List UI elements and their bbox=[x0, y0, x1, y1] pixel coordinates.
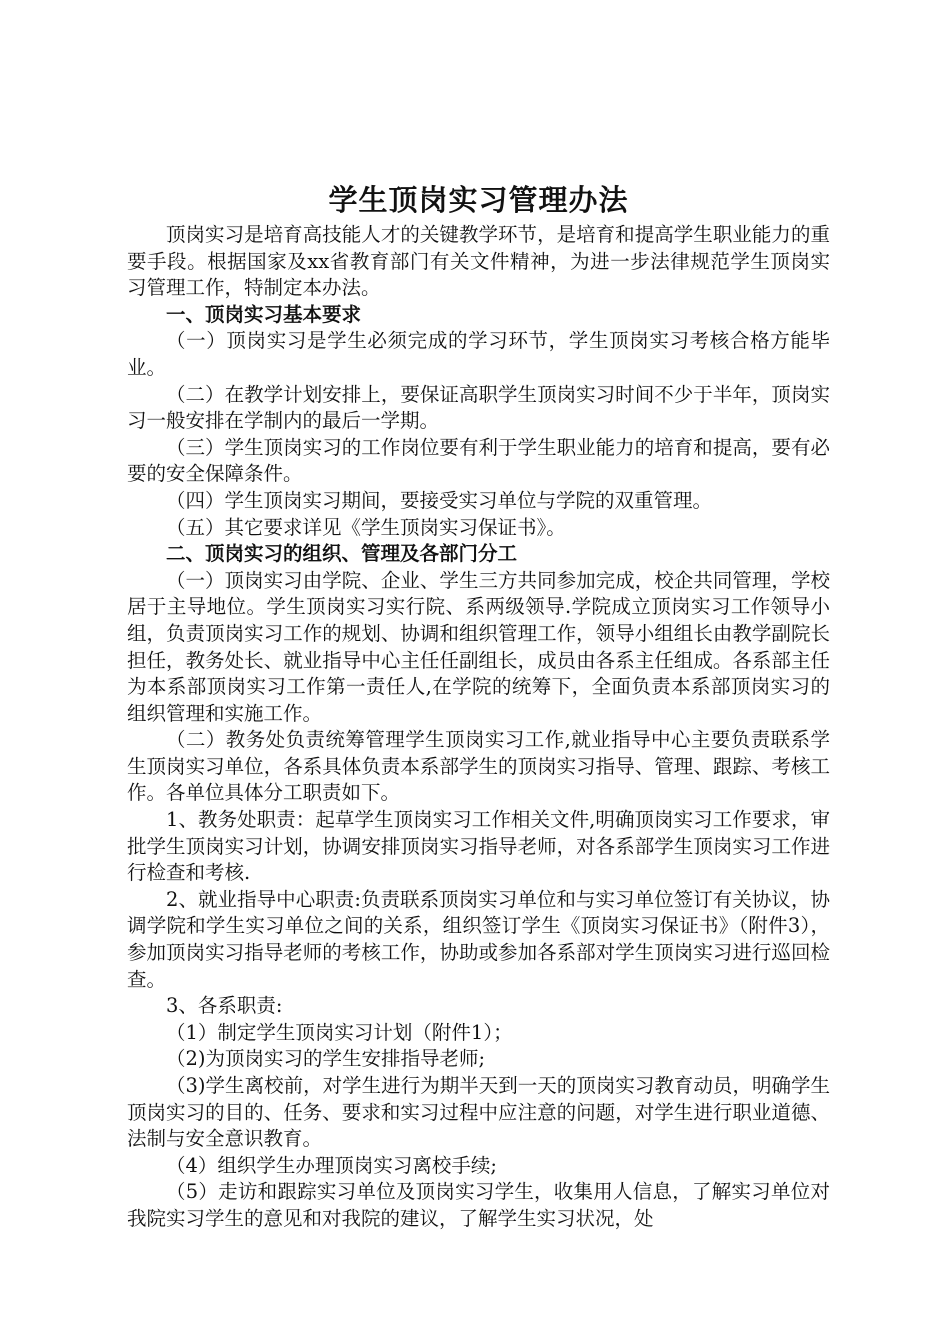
paragraph: （四）学生顶岗实习期间，要接受实习单位与学院的双重管理。 bbox=[166, 488, 713, 512]
list-item: （1）制定学生顶岗实习计划（附件1）； bbox=[166, 1020, 513, 1044]
paragraph: 2、就业指导中心职责:负责联系顶岗实习单位和与实习单位签订有关协议，协调学院和学生实习单位之间的关系，组织签订学生《顶岗实习保证书》（附件3），参加顶岗实习指导老师的考核工作，协助或参加各系部对学生顶岗实习进行巡回检查。 bbox=[127, 887, 830, 991]
paragraph: 3、各系职责: bbox=[166, 994, 283, 1018]
paragraph: （二）在教学计划安排上，要保证高职学生顶岗实习时间不少于半年，顶岗实习一般安排在学制内的最后一学期。 bbox=[127, 382, 830, 433]
document-title: 学生顶岗实习管理办法 bbox=[328, 183, 629, 217]
document-body bbox=[127, 222, 830, 1233]
intro-paragraph: 顶岗实习是培育高技能人才的关键教学环节，是培育和提高学生职业能力的重要手段。根据国家及xx省教育部门有关文件精神，为进一步法律规范学生顶岗实习管理工作，特制定本办法。 bbox=[127, 223, 830, 300]
paragraph: （一）顶岗实习由学院、企业、学生三方共同参加完成，校企共同管理，学校居于主导地位。学生顶岗实习实行院、系两级领导.学院成立顶岗实习工作领导小组，负责顶岗实习工作的规划、协调和组织管理工作，领导小组组长由教学副院长担任，教务处长、就业指导中心主任任副组长，成员由各系主任组成。各系部主任为本系部顶岗实习工作第一责任人,在学院的统筹下，全面负责本系部顶岗实习的组织管理和实施工作。 bbox=[127, 568, 830, 725]
paragraph: （五）其它要求详见《学生顶岗实习保证书》。 bbox=[166, 515, 566, 539]
section-heading-1: 一、顶岗实习基本要求 bbox=[166, 302, 362, 326]
paragraph: （一）顶岗实习是学生必须完成的学习环节，学生顶岗实习考核合格方能毕业。 bbox=[127, 329, 830, 379]
list-item: （2)为顶岗实习的学生安排指导老师; bbox=[166, 1047, 486, 1071]
paragraph: （三）学生顶岗实习的工作岗位要有利于学生职业能力的培育和提高，要有必要的安全保障条件。 bbox=[127, 435, 830, 486]
section-heading-2: 二、顶岗实习的组织、管理及各部门分工 bbox=[166, 542, 518, 566]
paragraph: （二）教务处负责统筹管理学生顶岗实习工作,就业指导中心主要负责联系学生顶岗实习单位，各系具体负责本系部学生的顶岗实习指导、管理、跟踪、考核工作。各单位具体分工职责如下。 bbox=[127, 728, 830, 805]
document-page bbox=[127, 182, 830, 1233]
list-item: （3)学生离校前，对学生进行为期半天到一天的顶岗实习教育动员，明确学生顶岗实习的目的、任务、要求和实习过程中应注意的问题，对学生进行职业道德、法制与安全意识教育。 bbox=[127, 1074, 830, 1151]
list-item: （4）组织学生办理顶岗实习离校手续; bbox=[166, 1153, 497, 1177]
paragraph: 1、教务处职责：起草学生顶岗实习工作相关文件,明确顶岗实习工作要求，审批学生顶岗实习计划，协调安排顶岗实习指导老师，对各系部学生顶岗实习工作进行检查和考核. bbox=[127, 808, 830, 885]
list-item: （5）走访和跟踪实习单位及顶岗实习学生，收集用人信息，了解实习单位对我院实习学生的意见和对我院的建议，了解学生实习状况，处 bbox=[127, 1180, 830, 1230]
